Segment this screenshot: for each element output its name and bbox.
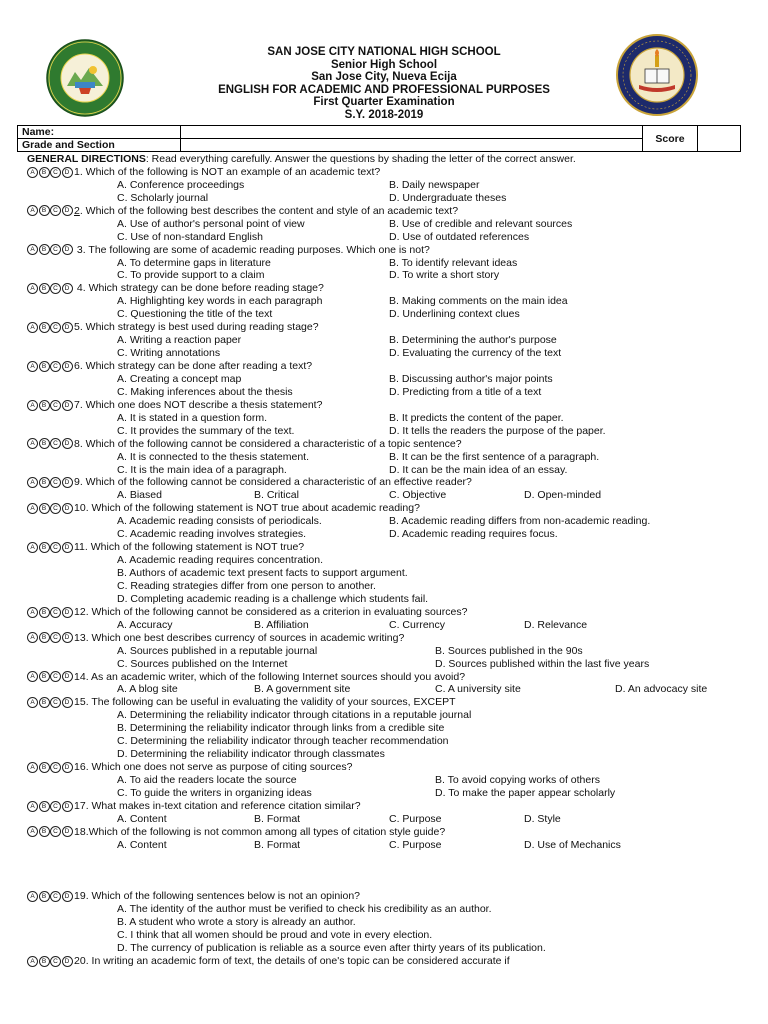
question-text: . Which one does not serve as purpose of citing sources? <box>85 761 353 774</box>
answer-option: A. To determine gaps in literature <box>117 256 271 269</box>
options-row <box>27 489 757 502</box>
question-19 <box>27 890 757 903</box>
options-row <box>27 839 757 852</box>
answer-option: D. Sources published within the last five years <box>435 657 650 670</box>
bubble-a[interactable]: A <box>27 167 38 178</box>
options-row <box>27 528 757 541</box>
options-row <box>27 645 757 658</box>
bubble-a[interactable]: A <box>27 826 38 837</box>
answer-option: C. Objective <box>389 489 447 502</box>
question-9 <box>27 476 757 489</box>
bubble-b[interactable]: B <box>39 244 50 255</box>
question-number: 9 <box>74 476 80 489</box>
options-row <box>27 683 757 696</box>
bubble-d[interactable]: D <box>62 891 73 902</box>
bubble-d[interactable]: D <box>62 400 73 411</box>
answer-option: C. To provide support to a claim <box>117 269 265 282</box>
answer-option: A. The identity of the author must be verified to check his credibility as an author. <box>117 903 492 916</box>
answer-option: B. A student who wrote a story is already an author. <box>117 916 356 929</box>
answer-option: C. A university site <box>435 683 521 696</box>
answer-option: C. Sources published on the Internet <box>117 657 288 670</box>
answer-bubbles <box>27 361 73 372</box>
bubble-b[interactable]: B <box>39 503 50 514</box>
answer-option: D. An advocacy site <box>615 683 708 696</box>
question-text: . Which of the following cannot be considered a characteristic of a topic sentence? <box>79 437 462 450</box>
options-row <box>27 269 757 282</box>
bubble-a[interactable]: A <box>27 400 38 411</box>
answer-option: A. It is connected to the thesis statement. <box>117 450 310 463</box>
bubble-c[interactable]: C <box>50 167 61 178</box>
bubble-d[interactable]: D <box>62 632 73 643</box>
question-17 <box>27 800 757 813</box>
options-row <box>27 567 757 580</box>
answer-option: D. Evaluating the currency of the text <box>389 347 562 360</box>
bubble-c[interactable]: C <box>50 322 61 333</box>
question-7 <box>27 399 757 412</box>
student-info-table <box>17 125 741 152</box>
bubble-c[interactable]: C <box>50 607 61 618</box>
answer-bubbles <box>27 956 73 967</box>
question-number: 19 <box>74 890 86 903</box>
bubble-c[interactable]: C <box>50 801 61 812</box>
question-number: 11 <box>74 541 85 554</box>
answer-option: C. It provides the summary of the text. <box>117 424 295 437</box>
question-5 <box>27 321 757 334</box>
bubble-b[interactable]: B <box>39 400 50 411</box>
bubble-a[interactable]: A <box>27 503 38 514</box>
answer-bubbles <box>27 322 73 333</box>
bubble-a[interactable]: A <box>27 322 38 333</box>
answer-bubbles <box>27 205 73 216</box>
answer-option: A. Academic reading consists of periodicals. <box>117 515 322 528</box>
blank-spacer <box>27 865 757 878</box>
answer-option: B. Sources published in the 90s <box>435 644 583 657</box>
question-3 <box>27 244 757 257</box>
answer-option: C. Questioning the title of the text <box>117 308 273 321</box>
question-text: . As an academic writer, which of the following Internet sources should you avoid? <box>85 670 466 683</box>
options-row <box>27 295 757 308</box>
bubble-a[interactable]: A <box>27 607 38 618</box>
question-8 <box>27 438 757 451</box>
bubble-b[interactable]: B <box>39 542 50 553</box>
options-row <box>27 334 757 347</box>
question-18 <box>27 826 757 839</box>
question-15 <box>27 696 757 709</box>
bubble-c[interactable]: C <box>50 632 61 643</box>
question-number: 3 <box>76 243 83 256</box>
general-directions <box>27 153 757 166</box>
grade-section-field[interactable] <box>181 139 643 152</box>
answer-option: D. Style <box>524 812 561 825</box>
bubble-d[interactable]: D <box>62 438 73 449</box>
answer-option: D. Use of Mechanics <box>524 838 621 851</box>
bubble-d[interactable]: D <box>62 283 73 294</box>
answer-option: C. Scholarly journal <box>117 191 209 204</box>
options-row <box>27 412 757 425</box>
question-text: . Which of the following cannot be considered a characteristic of an effective reader? <box>79 476 472 489</box>
question-number: 5 <box>74 321 80 334</box>
bubble-a[interactable]: A <box>27 762 38 773</box>
bubble-d[interactable]: D <box>62 205 73 216</box>
bubble-c[interactable]: C <box>50 477 61 488</box>
question-12 <box>27 606 757 619</box>
answer-option: A. Highlighting key words in each paragraph <box>117 295 323 308</box>
bubble-c[interactable]: C <box>50 244 61 255</box>
answer-bubbles <box>27 167 73 178</box>
bubble-b[interactable]: B <box>39 891 50 902</box>
bubble-a[interactable]: A <box>27 801 38 812</box>
answer-option: D. Academic reading requires focus. <box>389 528 558 541</box>
options-row <box>27 709 757 722</box>
bubble-b[interactable]: B <box>39 607 50 618</box>
score-field[interactable] <box>698 126 741 152</box>
answer-option: D. Underlining context clues <box>389 308 520 321</box>
answer-option: A. Determining the reliability indicator through citations in a reputable journal <box>117 709 472 722</box>
options-row <box>27 192 757 205</box>
bubble-b[interactable]: B <box>39 283 50 294</box>
question-text: . Which of the following best describes the content and style of an academic text? <box>79 204 459 217</box>
question-6 <box>27 360 757 373</box>
answer-option: B. Use of credible and relevant sources <box>389 217 573 230</box>
bubble-d[interactable]: D <box>62 477 73 488</box>
bubble-d[interactable]: D <box>62 167 73 178</box>
options-row <box>27 218 757 231</box>
answer-option: D. It can be the main idea of an essay. <box>389 463 568 476</box>
answer-bubbles <box>27 477 73 488</box>
bubble-a[interactable]: A <box>27 891 38 902</box>
question-number: 15 <box>74 696 86 709</box>
bubble-b[interactable]: B <box>39 477 50 488</box>
answer-option: D. Undergraduate theses <box>389 191 507 204</box>
options-row <box>27 515 757 528</box>
answer-option: C. Currency <box>389 618 446 631</box>
answer-option: D. To make the paper appear scholarly <box>435 786 616 799</box>
answer-bubbles <box>27 607 73 618</box>
bubble-c[interactable]: C <box>50 283 61 294</box>
answer-option: B. Discussing author's major points <box>389 372 553 385</box>
bubble-c[interactable]: C <box>50 400 61 411</box>
bubble-b[interactable]: B <box>39 697 50 708</box>
answer-option: B. Determining the author's purpose <box>389 334 557 347</box>
answer-option: C. Making inferences about the thesis <box>117 385 293 398</box>
name-field[interactable] <box>181 126 643 139</box>
answer-option: B. It can be the first sentence of a paragraph. <box>389 450 600 463</box>
options-row <box>27 231 757 244</box>
answer-option: D. The currency of publication is reliable as a source even after thirty years of its publication. <box>117 942 546 955</box>
answer-bubbles <box>27 671 73 682</box>
answer-option: B. A government site <box>254 683 351 696</box>
question-text: . Which strategy can be done after reading a text? <box>79 360 313 372</box>
bubble-b[interactable]: B <box>39 956 50 967</box>
answer-option: C. Writing annotations <box>117 347 221 360</box>
question-text: . The following can be useful in evaluating the validity of your sources, EXCEPT <box>85 696 456 709</box>
bubble-a[interactable]: A <box>27 283 38 294</box>
answer-option: B. It predicts the content of the paper. <box>389 411 564 424</box>
question-number: 20 <box>74 955 86 968</box>
bubble-b[interactable]: B <box>39 167 50 178</box>
bubble-d[interactable]: D <box>62 801 73 812</box>
answer-option: A. Sources published in a reputable journal <box>117 644 318 657</box>
answer-bubbles <box>27 697 73 708</box>
options-row <box>27 373 757 386</box>
exam-title: First Quarter Examination <box>313 96 455 108</box>
question-text: . In writing an academic form of text, the details of one's topic can be considered accurate if <box>85 955 510 968</box>
answer-option: A. Biased <box>117 489 162 502</box>
bubble-d[interactable]: D <box>62 361 73 372</box>
bubble-a[interactable]: A <box>27 361 38 372</box>
answer-bubbles <box>27 244 73 255</box>
bubble-c[interactable]: C <box>50 438 61 449</box>
grade-section-label: Grade and Section <box>18 139 181 152</box>
answer-bubbles <box>27 283 73 294</box>
bubble-b[interactable]: B <box>39 438 50 449</box>
options-row <box>27 386 757 399</box>
answer-option: D. Predicting from a title of a text <box>389 385 542 398</box>
bubble-b[interactable]: B <box>39 322 50 333</box>
answer-option: B. Academic reading differs from non-academic reading. <box>389 515 651 528</box>
question-13 <box>27 632 757 645</box>
bubble-a[interactable]: A <box>27 438 38 449</box>
question-text: . Which strategy can be done before reading stage? <box>82 282 324 295</box>
bubble-d[interactable]: D <box>62 322 73 333</box>
answer-bubbles <box>27 400 73 411</box>
bubble-d[interactable]: D <box>62 503 73 514</box>
answer-option: C. To guide the writers in organizing ideas <box>117 786 312 799</box>
options-row <box>27 451 757 464</box>
question-text: . Which one best describes currency of sources in academic writing? <box>85 631 405 644</box>
bubble-d[interactable]: D <box>62 762 73 773</box>
bubble-d[interactable]: D <box>62 671 73 682</box>
answer-option: B. Critical <box>254 489 299 502</box>
answer-option: A. To aid the readers locate the source <box>117 774 297 786</box>
answer-option: A. It is stated in a question form. <box>117 411 267 424</box>
bubble-d[interactable]: D <box>62 697 73 708</box>
options-row <box>27 593 757 606</box>
bubble-b[interactable]: B <box>39 762 50 773</box>
options-row <box>27 257 757 270</box>
answer-option: B. To identify relevant ideas <box>389 256 518 269</box>
answer-bubbles <box>27 542 73 553</box>
question-2 <box>27 205 757 218</box>
bubble-a[interactable]: A <box>27 697 38 708</box>
directions-label: GENERAL DIRECTIONS <box>27 153 146 165</box>
options-row <box>27 735 757 748</box>
bubble-a[interactable]: A <box>27 244 38 255</box>
answer-option: C. Reading strategies differ from one person to another. <box>117 579 376 592</box>
options-row <box>27 179 757 192</box>
options-row <box>27 425 757 438</box>
answer-option: D. Relevance <box>524 618 588 631</box>
exam-header <box>0 46 768 121</box>
bubble-c[interactable]: C <box>50 762 61 773</box>
bubble-b[interactable]: B <box>39 801 50 812</box>
answer-option: B. Format <box>254 812 301 825</box>
bubble-c[interactable]: C <box>50 671 61 682</box>
answer-option: D. Determining the reliability indicator through classmates <box>117 748 385 761</box>
bubble-d[interactable]: D <box>62 244 73 255</box>
question-10 <box>27 502 757 515</box>
question-text: .Which of the following is not common among all types of citation style guide? <box>85 825 446 838</box>
answer-option: C. Academic reading involves strategies. <box>117 528 307 541</box>
answer-option: B. Daily newspaper <box>389 178 480 191</box>
options-row <box>27 464 757 477</box>
bubble-c[interactable]: C <box>50 697 61 708</box>
answer-option: A. Creating a concept map <box>117 372 242 385</box>
question-text: . Which of the following is NOT an example of an academic text? <box>79 165 381 178</box>
options-row <box>27 942 757 955</box>
question-1 <box>27 166 757 179</box>
question-16 <box>27 761 757 774</box>
answer-option: A. Writing a reaction paper <box>117 334 242 347</box>
answer-bubbles <box>27 762 73 773</box>
question-text: . Which strategy is best used during reading stage? <box>79 321 319 334</box>
bubble-c[interactable]: C <box>50 956 61 967</box>
question-number: 17 <box>74 799 86 812</box>
question-text: . Which of the following statement is NOT true? <box>84 541 305 554</box>
answer-option: C. I think that all women should be proud and vote in every election. <box>117 929 433 942</box>
bubble-a[interactable]: A <box>27 542 38 553</box>
answer-option: C. It is the main idea of a paragraph. <box>117 463 287 476</box>
question-20 <box>27 955 757 968</box>
answer-option: D. It tells the readers the purpose of the paper. <box>389 424 606 437</box>
answer-bubbles <box>27 826 73 837</box>
question-number: 16 <box>74 761 86 774</box>
name-label: Name: <box>18 126 181 139</box>
question-text: . Which of the following sentences below is not an opinion? <box>85 890 361 903</box>
options-row <box>27 554 757 567</box>
bubble-d[interactable]: D <box>62 607 73 618</box>
answer-option: C. Use of non-standard English <box>117 230 263 243</box>
options-row <box>27 903 757 916</box>
bubble-a[interactable]: A <box>27 205 38 216</box>
options-row <box>27 813 757 826</box>
bubble-b[interactable]: B <box>39 826 50 837</box>
answer-option: B. Format <box>254 838 301 851</box>
bubble-a[interactable]: A <box>27 632 38 643</box>
bubble-d[interactable]: D <box>62 542 73 553</box>
bubble-c[interactable]: C <box>50 891 61 902</box>
blank-spacer <box>27 878 757 891</box>
answer-option: A. Content <box>117 812 167 825</box>
question-number: 6 <box>74 360 80 372</box>
question-number: 14 <box>74 670 86 683</box>
school-name: SAN JOSE CITY NATIONAL HIGH SCHOOL <box>267 46 501 58</box>
question-number: 1 <box>74 165 80 178</box>
question-number: 2 <box>74 204 80 217</box>
options-row <box>27 916 757 929</box>
bubble-b[interactable]: B <box>39 361 50 372</box>
answer-option: B. Making comments on the main idea <box>389 295 568 308</box>
question-text: . Which one does NOT describe a thesis statement? <box>79 398 323 411</box>
answer-option: A. A blog site <box>117 683 178 696</box>
options-row <box>27 308 757 321</box>
bubble-b[interactable]: B <box>39 671 50 682</box>
answer-option: C. Determining the reliability indicator through teacher recommendation <box>117 735 449 748</box>
options-row <box>27 787 757 800</box>
question-number: 12 <box>74 605 86 618</box>
question-number: 4 <box>76 282 83 295</box>
answer-bubbles <box>27 438 73 449</box>
answer-option: D. Completing academic reading is a challenge which students fail. <box>117 592 429 605</box>
answer-bubbles <box>27 503 73 514</box>
options-row <box>27 722 757 735</box>
question-4 <box>27 282 757 295</box>
bubble-b[interactable]: B <box>39 632 50 643</box>
question-text: . The following are some of academic reading purposes. Which one is not? <box>82 243 430 256</box>
options-row <box>27 580 757 593</box>
question-11 <box>27 541 757 554</box>
blank-spacer <box>27 852 757 865</box>
school-year: S.Y. 2018-2019 <box>344 108 424 121</box>
answer-option: D. Open-minded <box>524 489 602 502</box>
bubble-c[interactable]: C <box>50 542 61 553</box>
answer-option: B. Determining the reliability indicator through links from a credible site <box>117 722 445 735</box>
answer-option: C. Purpose <box>389 812 442 825</box>
options-row <box>27 748 757 761</box>
answer-option: A. Accuracy <box>117 618 173 631</box>
answer-option: B. Affiliation <box>254 618 309 631</box>
question-number: 18 <box>74 825 86 838</box>
options-row <box>27 658 757 671</box>
bubble-c[interactable]: C <box>50 205 61 216</box>
bubble-a[interactable]: A <box>27 956 38 967</box>
bubble-c[interactable]: C <box>50 826 61 837</box>
answer-option: B. Authors of academic text present facts to support argument. <box>117 567 408 579</box>
question-number: 13 <box>74 631 86 644</box>
exam-body <box>27 153 757 968</box>
school-level: Senior High School <box>330 58 438 71</box>
options-row <box>27 774 757 787</box>
directions-text: : Read everything carefully. Answer the questions by shading the letter of the correct answer. <box>145 153 576 165</box>
answer-option: D. Use of outdated references <box>389 230 530 243</box>
answer-option: A. Academic reading requires concentration. <box>117 554 324 567</box>
options-row <box>27 929 757 942</box>
answer-option: C. Purpose <box>389 838 442 851</box>
score-label: Score <box>643 126 698 152</box>
bubble-a[interactable]: A <box>27 477 38 488</box>
bubble-c[interactable]: C <box>50 361 61 372</box>
question-text: . Which of the following cannot be considered as a criterion in evaluating sources? <box>85 605 468 618</box>
bubble-d[interactable]: D <box>62 956 73 967</box>
answer-bubbles <box>27 891 73 902</box>
answer-option: A. Use of author's personal point of view <box>117 217 305 230</box>
school-city: San Jose City, Nueva Ecija <box>311 71 457 83</box>
answer-option: A. Conference proceedings <box>117 178 245 191</box>
question-text: . Which of the following statement is NOT true about academic reading? <box>85 502 420 515</box>
answer-option: B. To avoid copying works of others <box>435 774 600 786</box>
answer-option: D. To write a short story <box>389 269 500 282</box>
question-number: 8 <box>74 437 80 450</box>
question-text: . What makes in-text citation and reference citation similar? <box>85 799 361 812</box>
bubble-c[interactable]: C <box>50 503 61 514</box>
subject-title: ENGLISH FOR ACADEMIC AND PROFESSIONAL PURPOSES <box>218 83 550 96</box>
question-number: 10 <box>74 502 86 515</box>
question-14 <box>27 671 757 684</box>
options-row <box>27 347 757 360</box>
answer-bubbles <box>27 801 73 812</box>
answer-bubbles <box>27 632 73 643</box>
answer-option: A. Content <box>117 838 167 851</box>
question-number: 7 <box>74 398 80 411</box>
bubble-a[interactable]: A <box>27 671 38 682</box>
options-row <box>27 619 757 632</box>
bubble-b[interactable]: B <box>39 205 50 216</box>
bubble-d[interactable]: D <box>62 826 73 837</box>
